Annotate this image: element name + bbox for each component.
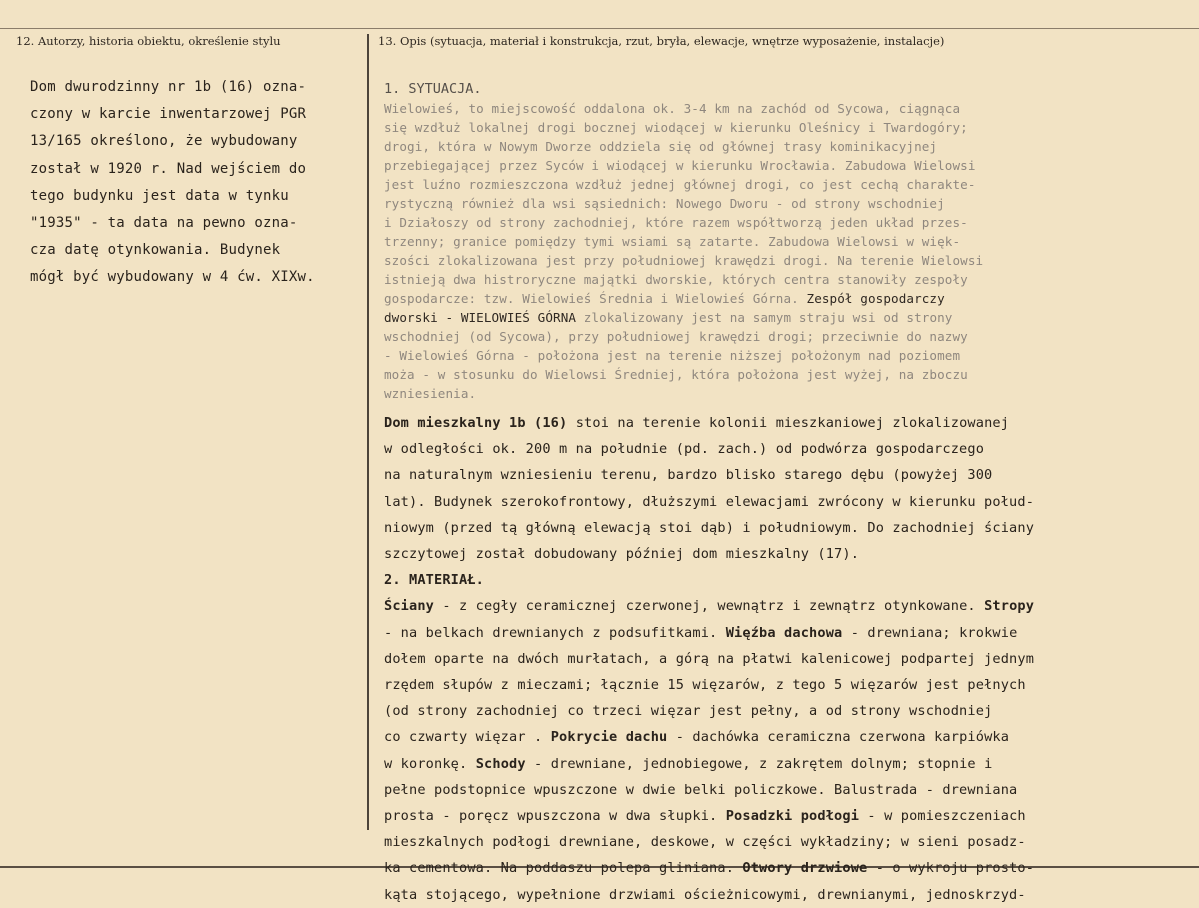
material-line: mieszkalnych podłogi drewniane, deskowe, w części wykładziny; w sieni posadz-	[384, 834, 1026, 851]
situation-faint-text	[384, 99, 1174, 403]
faint-line: gospodarcze: tzw. Wielowieś Średnia i Wielowieś Górna. Zespół gospodarczy	[384, 291, 945, 306]
bold-term: Posadzki podłogi	[725, 808, 860, 825]
history-line: Dom dwurodzinny nr 1b (16) ozna-	[30, 79, 307, 95]
right-column-heading: 13. Opis (sytuacja, materiał i konstrukcja, rzut, bryła, elewacje, wnętrze wyposażenie, instalacje)	[378, 34, 945, 48]
faint-line: istnieją dwa histroryczne majątki dworskie, których centra stanowiły zespoły	[384, 272, 968, 287]
line-text: prosta - poręcz wpuszczona w dwa słupki.	[384, 808, 726, 825]
column-divider	[367, 34, 369, 830]
description-line: w odległości ok. 200 m na południe (pd. zach.) od podwórza gospodarczego	[384, 441, 985, 458]
material-line	[384, 855, 1174, 881]
faint-line: wzniesienia.	[384, 386, 477, 401]
top-rule	[0, 28, 1199, 29]
faint-line: i Działoszy od strony zachodniej, które razem współtworzą jeden układ przes-	[384, 215, 968, 230]
faint-line: wschodniej (od Sycowa), przy południowej krawędzi drogi; przeciwnie do nazwy	[384, 329, 968, 344]
history-line: został w 1920 r. Nad wejściem do	[30, 160, 307, 177]
history-line: tego budynku jest data w tynku	[30, 187, 289, 204]
material-line	[384, 803, 1174, 829]
faint-line: szości zlokalizowana jest przy południowej krawędzi drogi. Na terenie Wielowsi	[384, 253, 984, 268]
bold-term: Więźba dachowa	[725, 624, 843, 641]
material-line	[384, 751, 1174, 777]
material-line: (od strony zachodniej co trzeci więzar jest pełny, a od strony wschodniej	[384, 703, 993, 720]
faint-line: rystyczną również dla wsi sąsiednich: Nowego Dworu - od strony wschodniej	[384, 196, 945, 211]
faint-line: moża - w stosunku do Wielowsi Średniej, która położona jest wyżej, na zboczu	[384, 367, 968, 382]
faint-line: - Wielowieś Górna - położona jest na terenie niższej położonym nad poziomem	[384, 348, 961, 363]
faint-line: przebiegającej przez Syców i wiodącej w kierunku Wrocławia. Zabudowa Wielowsi	[384, 158, 976, 173]
material-line: dołem oparte na dwóch murłatach, a górą na płatwi kalenicowej podpartej jednym	[384, 650, 1035, 667]
bold-term: Dom mieszkalny 1b (16)	[384, 415, 568, 431]
line-text: - o wykroju prosto-	[867, 860, 1035, 877]
section-title-situation: 1. SYTUACJA.	[384, 81, 482, 97]
bold-term: Schody	[475, 755, 526, 772]
description-line: na naturalnym wzniesieniu terenu, bardzo blisko starego dębu (powyżej 300	[384, 467, 993, 484]
emphasized-text: Zespół gospodarczy	[806, 291, 945, 306]
line-text: - drewniana; krokwie	[842, 624, 1018, 641]
material-line: rzędem słupów z mieczami; łącznie 15 więzarów, z tego 5 więzarów jest pełnych	[384, 677, 1026, 694]
faint-line: trzenny; granice pomiędzy tymi wsiami są zatarte. Zabudowa Wielowsi w więk-	[384, 234, 961, 249]
faint-line: drogi, która w Nowym Dworze oddziela się od głównej trasy kominikacyjnej	[384, 139, 938, 154]
line-text: - na belkach drewnianych z podsufitkami.	[384, 624, 726, 641]
house-description	[384, 410, 1174, 908]
line-text: ka cementowa. Na poddaszu polepa gliniana.	[384, 860, 743, 877]
line-text: stoi na terenie kolonii mieszkaniowej zlokalizowanej	[567, 415, 1010, 431]
faint-line: dworski - WIELOWIEŚ GÓRNA zlokalizowany jest na samym straju wsi od strony	[384, 310, 953, 325]
line-text: co czwarty więzar .	[384, 729, 551, 746]
line-text: - w pomieszczeniach	[859, 808, 1026, 825]
description-line: niowym (przed tą główną elewacją stoi dąb) i południowym. Do zachodniej ściany	[384, 519, 1035, 536]
emphasized-text: dworski - WIELOWIEŚ GÓRNA	[384, 310, 577, 325]
history-line: mógł być wybudowany w 4 ćw. XIXw.	[30, 269, 315, 286]
history-line: "1935" - ta data na pewno ozna-	[30, 215, 298, 232]
bold-term: Stropy	[984, 598, 1035, 615]
bold-term: Otwory drzwiowe	[742, 860, 868, 877]
material-line	[384, 593, 1174, 619]
line-text: - z cegły ceramicznej czerwonej, wewnątrz i zewnątrz otynkowane.	[434, 598, 985, 615]
line-text: w koronkę.	[384, 755, 476, 772]
history-text	[30, 74, 360, 292]
history-line: czony w karcie inwentarzowej PGR	[30, 106, 307, 123]
material-line: kąta stojącego, wypełnione drzwiami ościeżnicowymi, drewnianymi, jednoskrzyd-	[384, 886, 1026, 903]
description-line: lat). Budynek szerokofrontowy, dłuższymi elewacjami zwrócony w kierunku połud-	[384, 493, 1035, 510]
left-column-heading: 12. Autorzy, historia obiektu, określenie stylu	[16, 34, 281, 48]
material-line	[384, 724, 1174, 750]
section-title-material: 2. MATERIAŁ.	[384, 572, 485, 589]
history-line: cza datę otynkowania. Budynek	[30, 242, 281, 259]
description-text	[384, 79, 1174, 908]
description-line: szczytowej został dobudowany później dom mieszkalny (17).	[384, 546, 860, 563]
material-line: pełne podstopnice wpuszczone w dwie belki policzkowe. Balustrada - drewniana	[384, 781, 1018, 798]
faint-line: jest luźno rozmieszczona wzdłuż jednej głównej drogi, co jest cechą charakte-	[384, 177, 976, 192]
bold-term: Ściany	[384, 598, 435, 615]
history-line: 13/165 określono, że wybudowany	[30, 133, 298, 150]
faint-line: się wzdłuż lokalnej drogi bocznej wiodącej w kierunku Oleśnicy i Twardogóry;	[384, 120, 968, 135]
faint-line: Wielowieś, to miejscowość oddalona ok. 3-4 km na zachód od Sycowa, ciągnąca	[384, 101, 961, 116]
description-line	[384, 410, 1174, 436]
material-line	[384, 620, 1174, 646]
line-text: - drewniane, jednobiegowe, z zakrętem dolnym; stopnie i	[525, 755, 993, 772]
line-text: - dachówka ceramiczna czerwona karpiówka	[667, 729, 1010, 746]
bold-term: Pokrycie dachu	[550, 729, 668, 746]
